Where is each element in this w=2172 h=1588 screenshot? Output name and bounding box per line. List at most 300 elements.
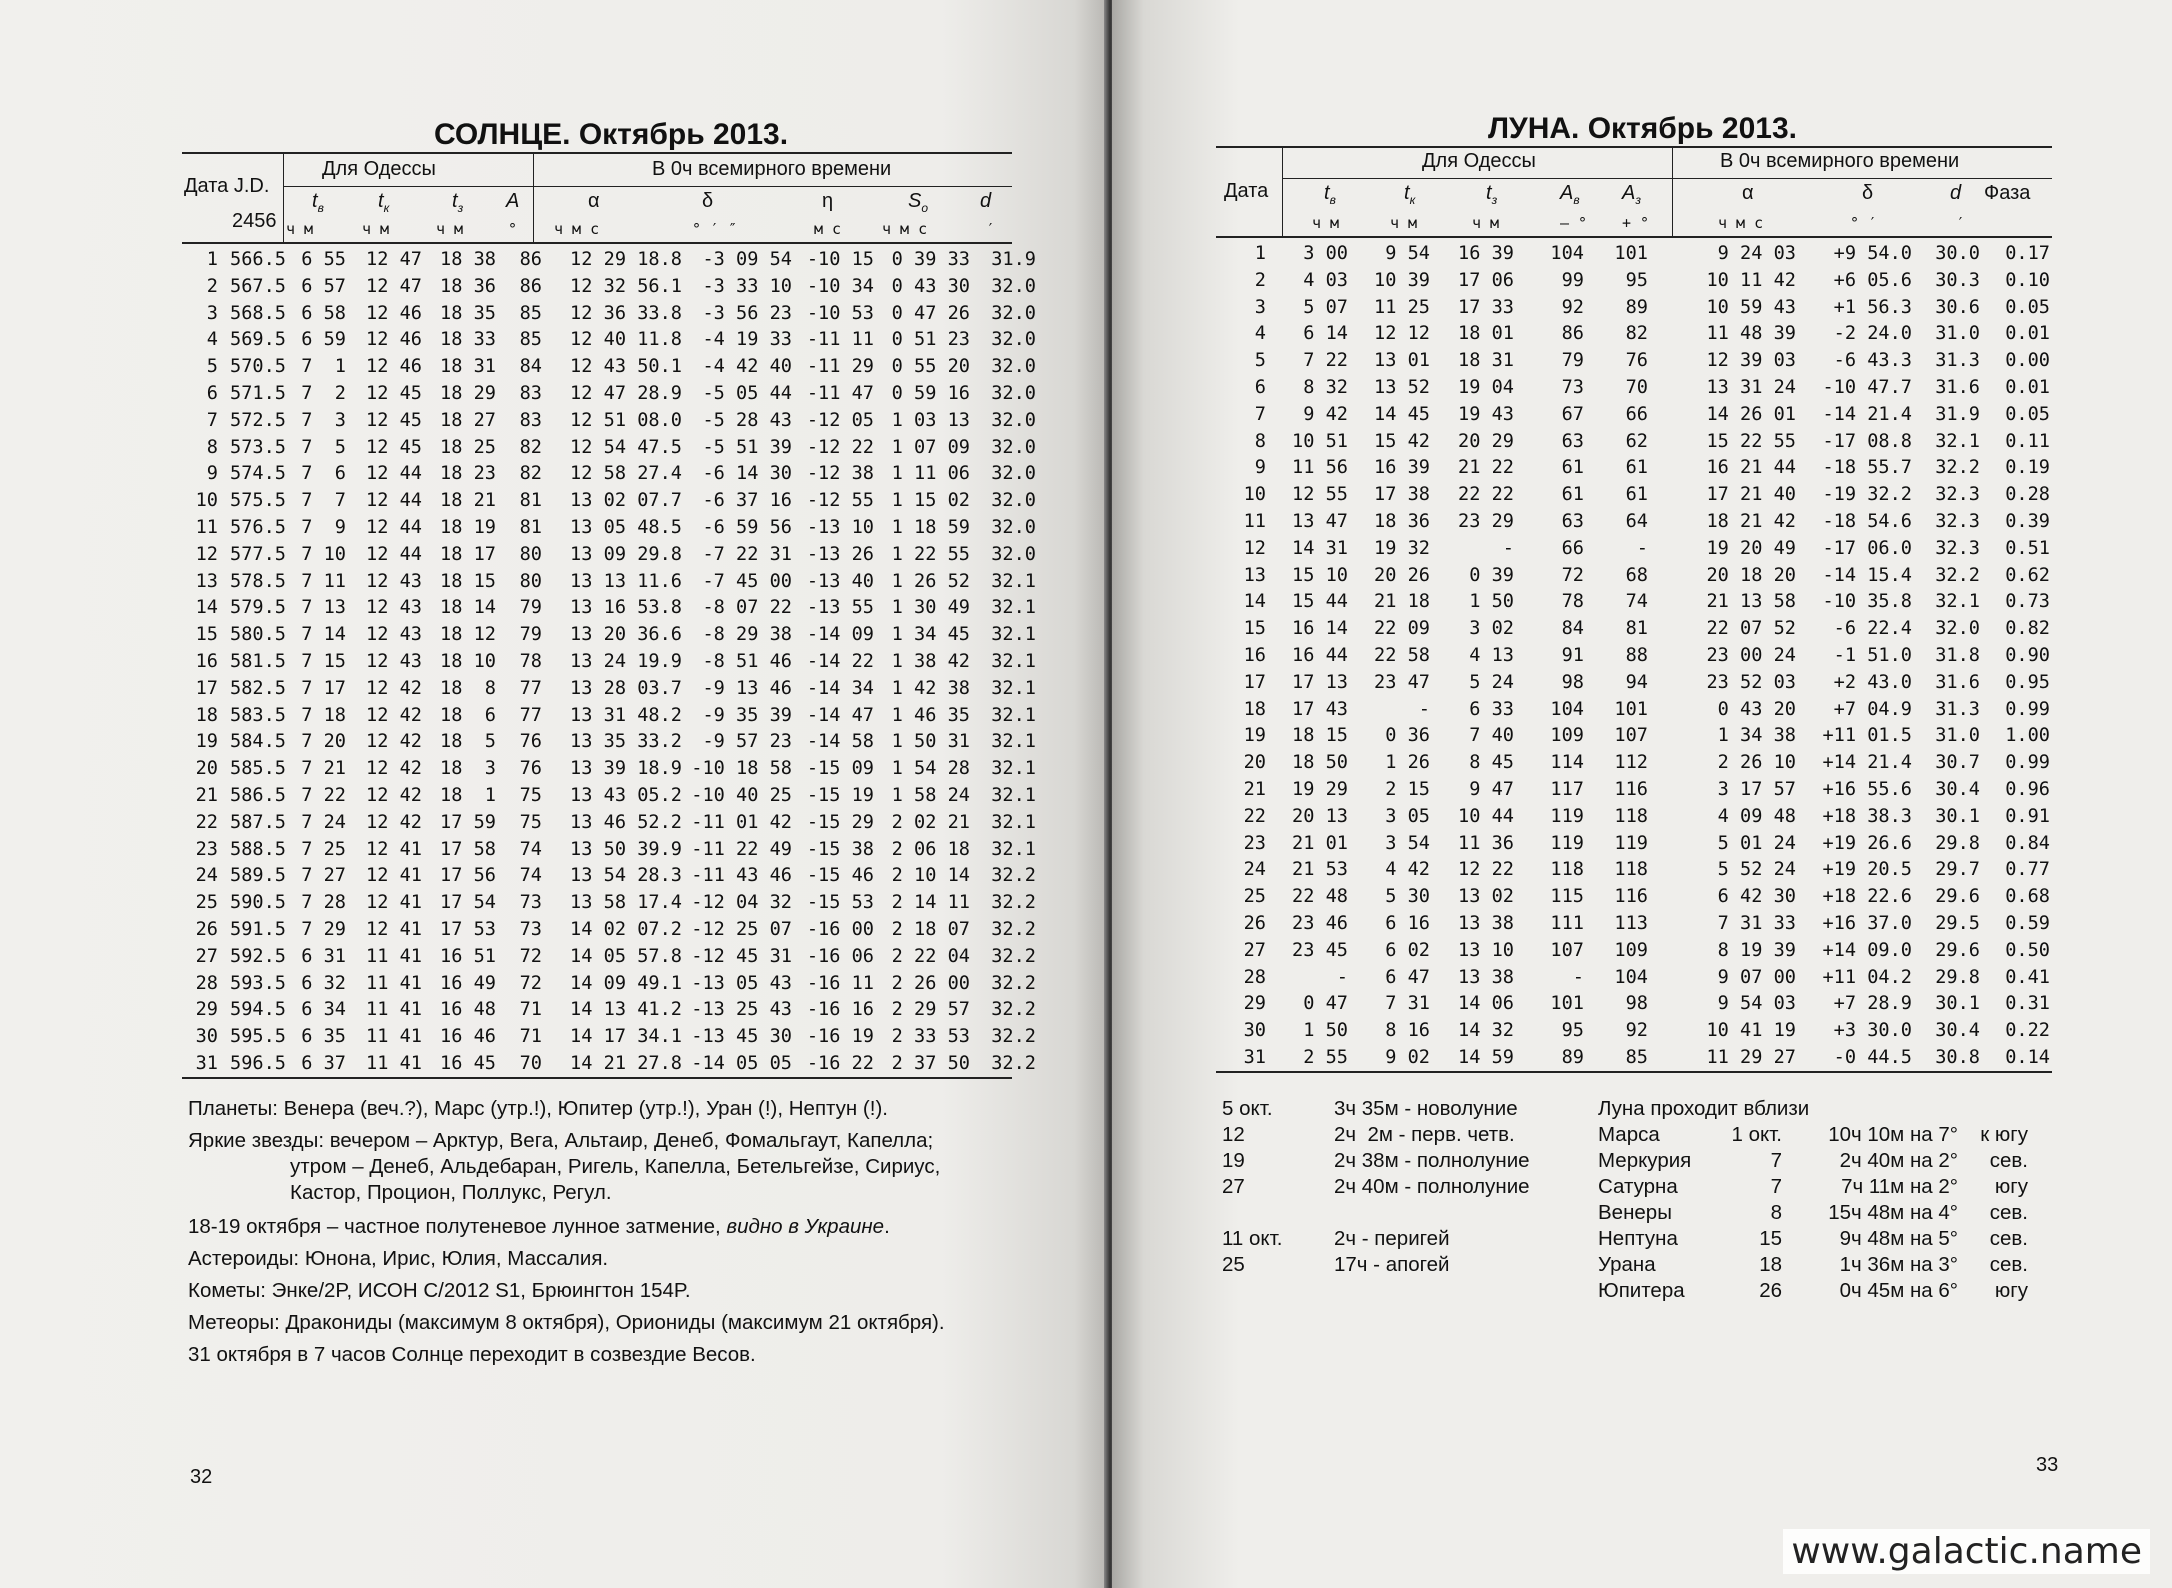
table-cell: 13 39 18.9 [570,758,682,780]
table-row [1216,831,2050,858]
table-cell: 32.0 [991,275,1036,297]
table-cell: 10 51 [1292,430,1348,452]
table-cell: 12 42 [366,704,422,726]
table-cell: 78 [1561,591,1584,613]
table-cell: 0.17 [2005,243,2050,264]
table-cell: 76 [519,758,542,780]
table-cell: 18 19 [440,516,496,538]
table-cell: 6 14 [1303,323,1348,345]
table-cell: 6 [206,382,218,404]
table-cell: -3 56 23 [702,302,792,324]
table-cell: 72 [1561,564,1584,586]
table-cell: 588.5 [230,838,286,860]
near-time: 1ч 36м на 3° [1839,1253,1958,1276]
table-cell: 13 58 17.4 [570,892,682,914]
table-cell: 32.3 [1935,484,1980,506]
table-cell: 17 43 [1292,698,1348,720]
table-cell: 104 [1550,698,1584,720]
sun-tv-label: $t_в$ [312,190,324,215]
table-cell: 11 29 27 [1706,1046,1796,1068]
table-row [1216,723,2050,750]
table-cell: -13 26 [806,543,874,565]
table-cell: 30 [195,1026,218,1048]
table-cell: 29.8 [1935,966,1980,988]
table-cell: 22 [1243,805,1266,827]
table-cell: 23 [1243,832,1266,854]
table-cell: 19 [195,731,218,753]
table-cell: 1 [206,249,218,270]
table-cell: 18 [195,704,218,726]
table-cell: 12 46 [366,356,422,378]
table-cell: 30.1 [1935,805,1980,827]
table-cell: 11 48 39 [1706,323,1796,345]
table-cell: -18 54.6 [1822,510,1912,532]
table-row [182,917,1036,944]
table-cell: 70 [519,1052,542,1074]
table-cell: 72 [519,972,542,994]
table-cell: 16 51 [440,945,496,967]
table-cell: 27 [195,945,218,967]
table-cell: -0 44.5 [1833,1046,1912,1068]
table-cell: 84 [1561,618,1584,640]
sun-at-0h: В 0ч всемирного времени [652,158,892,180]
table-cell: 18 27 [440,409,496,431]
phase-row [1222,1174,1614,1200]
table-cell: 73 [519,892,542,914]
table-cell: 13 20 36.6 [570,624,682,646]
sun-A-label: A [506,190,520,212]
table-cell: 31.9 [991,249,1036,270]
table-cell: -9 35 39 [702,704,792,726]
table-cell: 15 [195,624,218,646]
table-cell: 570.5 [230,356,286,378]
moon-unit-d: ′ [1956,214,1966,232]
table-cell: 3 [1254,296,1266,318]
table-cell: 20 [195,758,218,780]
table-row [182,488,1036,515]
table-cell: 32.2 [991,1026,1036,1048]
moon-tz-label: $t_з$ [1486,182,1498,207]
table-cell: 8 45 [1469,752,1514,774]
table-cell: 573.5 [230,436,286,458]
table-row [182,703,1036,730]
table-cell: 28 [1243,966,1266,988]
table-cell: 116 [1614,778,1648,800]
table-cell: -16 00 [806,918,874,940]
table-cell: 3 54 [1385,832,1430,854]
table-cell: 1 54 28 [891,758,970,780]
table-cell: 82 [1625,323,1648,345]
table-row [1216,563,2050,590]
table-cell: 2 18 07 [891,918,970,940]
table-cell: 2 26 00 [891,972,970,994]
table-cell: 21 22 [1458,457,1514,479]
moon-table-bottom-rule [1216,1071,2052,1073]
table-cell: 92 [1625,1020,1648,1042]
table-cell: -14 34 [806,677,874,699]
table-row [182,729,1036,756]
table-cell: 16 44 [1292,644,1348,666]
moon-title: ЛУНА. Октябрь 2013. [1488,112,1797,145]
table-cell: 23 52 03 [1706,671,1796,693]
table-cell: 1 26 52 [891,570,970,592]
phase-date: 11 окт. [1222,1227,1283,1250]
table-cell: 86 [519,249,542,270]
phase-row [1222,1122,1614,1148]
sun-unit-alpha: ч м с [554,220,600,238]
table-cell: 9 54 03 [1717,993,1796,1015]
table-row [182,890,1036,917]
phase-row [1222,1252,1614,1278]
table-cell: 7 14 [301,624,346,646]
near-day: 15 [1759,1227,1782,1250]
table-cell: 32.1 [991,570,1036,592]
near-day: 7 [1770,1175,1782,1198]
table-row [182,569,1036,596]
moon-for-odessa: Для Одессы [1422,150,1536,172]
table-cell: 6 37 [301,1052,346,1074]
comets-line: Кометы: Энке/2P, ИСОН С/2012 S1, Брюингтон 154P. [188,1279,691,1302]
table-cell: 566.5 [230,249,286,270]
table-cell: +7 04.9 [1833,698,1912,720]
table-cell: 17 56 [440,865,496,887]
table-cell: 32.0 [991,463,1036,485]
table-cell: 0.77 [2005,859,2050,881]
table-cell: 13 31 48.2 [570,704,682,726]
table-row [182,301,1036,328]
table-cell: 1 50 31 [891,731,970,753]
table-cell: 30.0 [1935,243,1980,264]
sun-unit-eta: м с [814,220,842,238]
table-cell: 7 27 [301,865,346,887]
table-cell: -15 19 [806,784,874,806]
table-cell: 32.0 [991,490,1036,512]
table-cell: 15 22 55 [1706,430,1796,452]
moon-tk-label: $t_к$ [1404,182,1416,207]
moon-phase-label: Фаза [1984,182,2031,204]
table-row [182,381,1036,408]
table-cell: 113 [1614,912,1648,934]
table-cell: 12 43 [366,650,422,672]
right-page [1112,0,2172,1588]
table-cell: 7 40 [1469,725,1514,747]
table-cell: 23 00 24 [1706,644,1796,666]
table-cell: 16 [1243,644,1266,666]
table-cell: 19 20 49 [1706,537,1796,559]
table-cell: +1 56.3 [1833,296,1912,318]
table-cell: 584.5 [230,731,286,753]
table-cell: 15 44 [1292,591,1348,613]
phase-date: 12 [1222,1123,1245,1146]
table-cell: 0.28 [2005,484,2050,506]
table-cell: 6 55 [301,249,346,270]
table-cell: 1.00 [2005,725,2050,747]
table-cell: 14 45 [1374,403,1430,425]
phase-date: 5 окт. [1222,1097,1273,1120]
table-cell: -6 43.3 [1833,350,1912,372]
table-cell: 14 [195,597,218,619]
table-cell: 18 50 [1292,752,1348,774]
table-cell: 13 54 28.3 [570,865,682,887]
table-cell: -6 14 30 [702,463,792,485]
table-cell: 0.62 [2005,564,2050,586]
table-cell: 6 58 [301,302,346,324]
table-row [1216,589,2050,616]
table-cell: 6 32 [301,972,346,994]
table-cell: 0 39 [1469,564,1514,586]
table-cell: -15 53 [806,892,874,914]
table-cell: 1 50 [1469,591,1514,613]
near-row [1598,1200,2034,1226]
table-cell: 13 09 29.8 [570,543,682,565]
table-cell: 16 48 [440,999,496,1021]
table-cell: +7 28.9 [1833,993,1912,1015]
table-cell: 80 [519,543,542,565]
table-cell: 14 32 [1458,1020,1514,1042]
table-cell: 32.2 [991,945,1036,967]
table-cell: 32.2 [991,892,1036,914]
table-cell: 9 24 03 [1717,243,1796,264]
table-cell: 104 [1550,243,1584,264]
table-cell: 78 [519,650,542,672]
table-cell: 7 6 [301,463,346,485]
table-cell: 21 [1243,778,1266,800]
table-cell: 13 43 05.2 [570,784,682,806]
table-cell: 21 13 58 [1706,591,1796,613]
table-cell: 6 16 [1385,912,1430,934]
table-cell: -12 45 31 [691,945,792,967]
table-cell: 74 [1625,591,1648,613]
near-row [1598,1252,2034,1278]
table-cell: 3 17 57 [1717,778,1796,800]
table-cell: 18 36 [440,275,496,297]
table-cell: +19 26.6 [1822,832,1912,854]
table-cell: 31 [195,1052,218,1074]
table-cell: 12 54 47.5 [570,436,682,458]
table-cell: 6 57 [301,275,346,297]
table-cell: 18 17 [440,543,496,565]
near-body: Венеры [1598,1201,1672,1224]
table-cell: 18 38 [440,249,496,270]
near-time: 15ч 48м на 4° [1828,1201,1958,1224]
table-cell: -14 15.4 [1822,564,1912,586]
table-cell: 32.0 [991,543,1036,565]
table-cell: 582.5 [230,677,286,699]
table-cell: -12 05 [806,409,874,431]
table-cell: +14 21.4 [1822,752,1912,774]
near-time: 10ч 10м на 7° [1828,1123,1958,1146]
table-cell: 16 45 [440,1052,496,1074]
table-cell: 11 41 [366,999,422,1021]
table-cell: 12 45 [366,436,422,458]
table-row [1216,455,2050,482]
table-cell: 91 [1561,644,1584,666]
sun-unit-delta: ° ′ ″ [692,220,738,238]
table-cell: -17 06.0 [1822,537,1912,559]
table-cell: 0 47 [1303,993,1348,1015]
sun-tk-label: $t_к$ [378,190,390,215]
table-cell: -16 16 [806,999,874,1021]
table-cell: 7 17 [301,677,346,699]
table-cell: -14 09 [806,624,874,646]
table-row [1216,670,2050,697]
table-cell: 10 39 [1374,269,1430,291]
phase-text: 2ч 38м - полнолуние [1334,1149,1530,1172]
table-cell: 6 02 [1385,939,1430,961]
table-cell: 19 [1243,725,1266,747]
table-cell: -13 05 43 [691,972,792,994]
moon-unit-Az: + ° [1622,214,1650,232]
table-cell: 0.14 [2005,1046,2050,1068]
moon-Av-label: $A_в$ [1560,182,1580,207]
sun-delta-label: δ [702,190,714,212]
phase-text: 17ч - апогей [1334,1253,1450,1276]
table-cell: 30.1 [1935,993,1980,1015]
table-cell: 18 12 [440,624,496,646]
table-row [182,676,1036,703]
moon-near-table [1598,1122,2034,1304]
table-cell: 12 44 [366,543,422,565]
table-cell: 7 11 [301,570,346,592]
table-cell: 8 16 [1385,1020,1430,1042]
table-cell: -14 47 [806,704,874,726]
table-cell: 18 23 [440,463,496,485]
table-cell: 13 52 [1374,376,1430,398]
table-cell: 0.41 [2005,966,2050,988]
stars-line-2: утром – Денеб, Альдебаран, Ригель, Капелла, Бетельгейзе, Сириус, [290,1155,941,1178]
table-cell: 77 [519,677,542,699]
table-row [182,1051,1036,1078]
sun-notes [188,1096,1028,1374]
table-cell: 7 28 [301,892,346,914]
table-cell: 18 29 [440,382,496,404]
moon-d-label: d [1950,182,1962,204]
table-cell: -10 15 [806,249,874,270]
table-cell: 32.0 [991,302,1036,324]
table-cell: - [1636,537,1648,559]
table-row [182,810,1036,837]
sun-unit-A: ° [508,220,518,238]
moon-unit-delta: ° ′ [1850,214,1878,232]
table-cell: 0 36 [1385,725,1430,747]
table-cell: 18 15 [440,570,496,592]
table-cell: 20 26 [1374,564,1430,586]
table-cell: -11 01 42 [691,811,792,833]
table-cell: 101 [1550,993,1584,1015]
table-cell: 0.39 [2005,510,2050,532]
table-cell: 18 31 [1458,350,1514,372]
table-cell: 22 48 [1292,886,1348,908]
table-row [182,274,1036,301]
sun-enters-line: 31 октября в 7 часов Солнце переходит в созвездие Весов. [188,1343,756,1366]
watermark: www.galactic.name [1783,1529,2150,1574]
table-cell: 29 [1243,993,1266,1015]
table-row [182,461,1036,488]
table-cell: 12 42 [366,677,422,699]
table-cell: 17 58 [440,838,496,860]
table-cell: 0.99 [2005,752,2050,774]
table-cell: 9 54 [1385,243,1430,264]
moon-delta-label: δ [1862,182,1874,204]
table-cell: 22 [195,811,218,833]
table-cell: 12 36 33.8 [570,302,682,324]
table-cell: 12 22 [1458,859,1514,881]
table-row [1216,295,2050,322]
table-cell: 0 39 33 [891,249,970,270]
table-cell: 7 21 [301,758,346,780]
table-cell: 9 [206,463,218,485]
table-row [1216,965,2050,992]
table-cell: 11 [1243,510,1266,532]
table-cell: 21 01 [1292,832,1348,854]
table-cell: 62 [1625,430,1648,452]
table-cell: +11 01.5 [1822,725,1912,747]
table-cell: 26 [195,918,218,940]
table-cell: -6 59 56 [702,516,792,538]
table-cell: 107 [1550,939,1584,961]
table-cell: 578.5 [230,570,286,592]
moon-unit-Av: – ° [1560,214,1588,232]
table-cell: -14 05 05 [691,1052,792,1074]
table-cell: 66 [1561,537,1584,559]
table-cell: 23 29 [1458,510,1514,532]
table-cell: 583.5 [230,704,286,726]
table-cell: 31.6 [1935,376,1980,398]
table-cell: 88 [1625,644,1648,666]
table-cell: -5 05 44 [702,382,792,404]
moon-near-header: Луна проходит вблизи [1598,1097,1810,1120]
table-cell: 7 20 [301,731,346,753]
table-cell: 1 11 06 [891,463,970,485]
meteors-line: Метеоры: Дракониды (максимум 8 октября), Ориониды (максимум 21 октября). [188,1311,945,1334]
table-cell: 16 [195,650,218,672]
table-cell: 12 55 [1292,484,1348,506]
table-cell: 6 42 30 [1717,886,1796,908]
table-row [1216,1045,2050,1072]
near-body: Юпитера [1598,1279,1685,1302]
table-cell: 592.5 [230,945,286,967]
table-cell: -14 58 [806,731,874,753]
table-cell: 32.2 [991,865,1036,887]
table-cell: 4 09 48 [1717,805,1796,827]
table-cell: - [1418,698,1430,720]
table-cell: 21 18 [1374,591,1430,613]
table-cell: 2 22 04 [891,945,970,967]
table-cell: 12 43 50.1 [570,356,682,378]
table-cell: 7 2 [301,382,346,404]
eclipse-line: 18-19 октября – частное полутеневое лунное затмение, видно в Украине. [188,1215,890,1238]
table-cell: +18 22.6 [1822,886,1912,908]
table-cell: 11 41 [366,1026,422,1048]
table-cell: -11 22 49 [691,838,792,860]
table-cell: 116 [1614,886,1648,908]
table-cell: 4 [1254,323,1266,345]
table-cell: 24 [195,865,218,887]
table-cell: 16 14 [1292,618,1348,640]
table-cell: - [1502,537,1514,559]
table-cell: 13 01 [1374,350,1430,372]
table-cell: 2 02 21 [891,811,970,833]
moon-phases [1222,1096,1614,1278]
near-dir: сев. [1989,1227,2028,1250]
near-day: 1 окт. [1731,1123,1782,1146]
table-cell: 115 [1550,886,1584,908]
near-time: 7ч 11м на 2° [1841,1175,1958,1198]
table-cell: 21 53 [1292,859,1348,881]
table-row [182,997,1036,1024]
table-cell: 8 32 [1303,376,1348,398]
bright-stars [188,1128,1028,1206]
